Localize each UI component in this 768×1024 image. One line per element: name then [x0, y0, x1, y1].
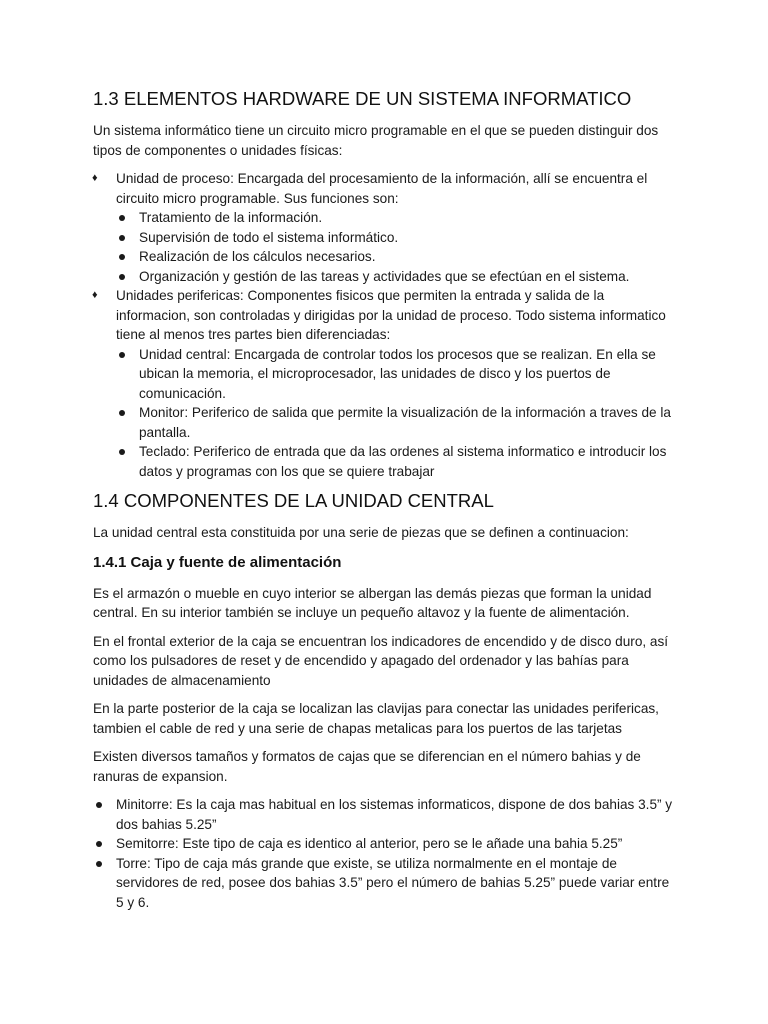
section-intro-1-4: La unidad central esta constituida por una serie de piezas que se definen a continuacion: [93, 525, 629, 540]
bullet-icon [119, 254, 125, 260]
components-list [93, 169, 678, 481]
diamond-bullet-icon: ♦ [92, 172, 98, 184]
list-item-text: Unidades perifericas: Componentes fisicos que permiten la entrada y salida de la informacion, son controladas y dirigidas por la unidad de proceso. Todo sistema informatico tiene al menos tres partes bien diferenciadas: [116, 288, 666, 342]
paragraph: Existen diversos tamaños y formatos de cajas que se diferencian en el número bahias y de ranuras de expansion. [93, 749, 641, 784]
bullet-icon [96, 861, 102, 867]
list-item-text: Realización de los cálculos necesarios. [139, 249, 376, 264]
list-item [93, 834, 678, 854]
list-item [93, 795, 678, 834]
diamond-bullet-icon: ♦ [92, 289, 98, 301]
section-intro-1-3: Un sistema informático tiene un circuito micro programable en el que se pueden distinguir dos tipos de componentes o unidades físicas: [93, 123, 659, 158]
list-item [116, 208, 678, 228]
parts-list [116, 345, 678, 482]
list-item-unidad-proceso [93, 169, 678, 286]
paragraph: En la parte posterior de la caja se localizan las clavijas para conectar las unidades perifericas, tambien el cable de red y una serie de chapas metalicas para los puertos de las tarjetas [93, 701, 659, 736]
bullet-icon [96, 802, 102, 808]
list-item-text: Monitor: Periferico de salida que permite la visualización de la información a traves de la pantalla. [139, 405, 671, 440]
section-heading-1-4-1: 1.4.1 Caja y fuente de alimentación [93, 553, 342, 571]
list-item [116, 403, 678, 442]
list-item-text: Semitorre: Este tipo de caja es identico al anterior, pero se le añade una bahia 5.25” [116, 836, 623, 851]
bullet-icon [119, 410, 125, 416]
list-item [116, 345, 678, 404]
section-heading-1-4: 1.4 COMPONENTES DE LA UNIDAD CENTRAL [93, 490, 494, 511]
list-item-text: Organización y gestión de las tareas y actividades que se efectúan en el sistema. [139, 268, 630, 284]
list-item-text: Minitorre: Es la caja mas habitual en los sistemas informaticos, dispone de dos bahias 3.5” y dos bahias 5.25” [116, 797, 673, 832]
section-heading-1-3: 1.3 ELEMENTOS HARDWARE DE UN SISTEMA INFORMATICO [93, 88, 632, 109]
list-item-text: Tratamiento de la información. [139, 210, 323, 225]
list-item-text: Supervisión de todo el sistema informático. [139, 229, 399, 245]
bullet-icon [119, 352, 125, 358]
list-item-unidades-perifericas [93, 286, 678, 481]
list-item-text: Unidad central: Encargada de controlar todos los procesos que se realizan. En ella se ubican la memoria, el microprocesador, las unidades de disco y los puertos de comunicación. [139, 346, 656, 401]
list-item-text: Unidad de proceso: Encargada del procesamiento de la información, allí se encuentra el circuito micro programable. Sus funciones son: [116, 171, 648, 206]
paragraph: Es el armazón o mueble en cuyo interior se albergan las demás piezas que forman la unidad central. En su interior también se incluye un pequeño altavoz y la fuente de alimentación. [93, 585, 652, 620]
list-item-text: Torre: Tipo de caja más grande que existe, se utiliza normalmente en el montaje de servidores de red, posee dos bahias 3.5” pero el número de bahias 5.25” puede variar entre 5 y 6. [116, 855, 670, 910]
list-item [116, 267, 678, 287]
list-item [116, 442, 678, 481]
bullet-icon [119, 235, 125, 241]
list-item-text: Teclado: Periferico de entrada que da las ordenes al sistema informatico e introducir los datos y programas con los que se quiere trabajar [139, 444, 667, 479]
list-item [116, 228, 678, 248]
bullet-icon [119, 215, 125, 221]
case-types-list [93, 795, 678, 912]
paragraph: En el frontal exterior de la caja se encuentran los indicadores de encendido y de disco duro, así como los pulsadores de reset y de encendido y apagado del ordenador y las bahías para unidades de almacenamiento [93, 633, 669, 688]
bullet-icon [119, 449, 125, 455]
bullet-icon [96, 841, 102, 847]
list-item [93, 854, 678, 913]
functions-list [116, 208, 678, 286]
bullet-icon [119, 274, 125, 280]
list-item [116, 247, 678, 267]
spacer [93, 481, 678, 488]
